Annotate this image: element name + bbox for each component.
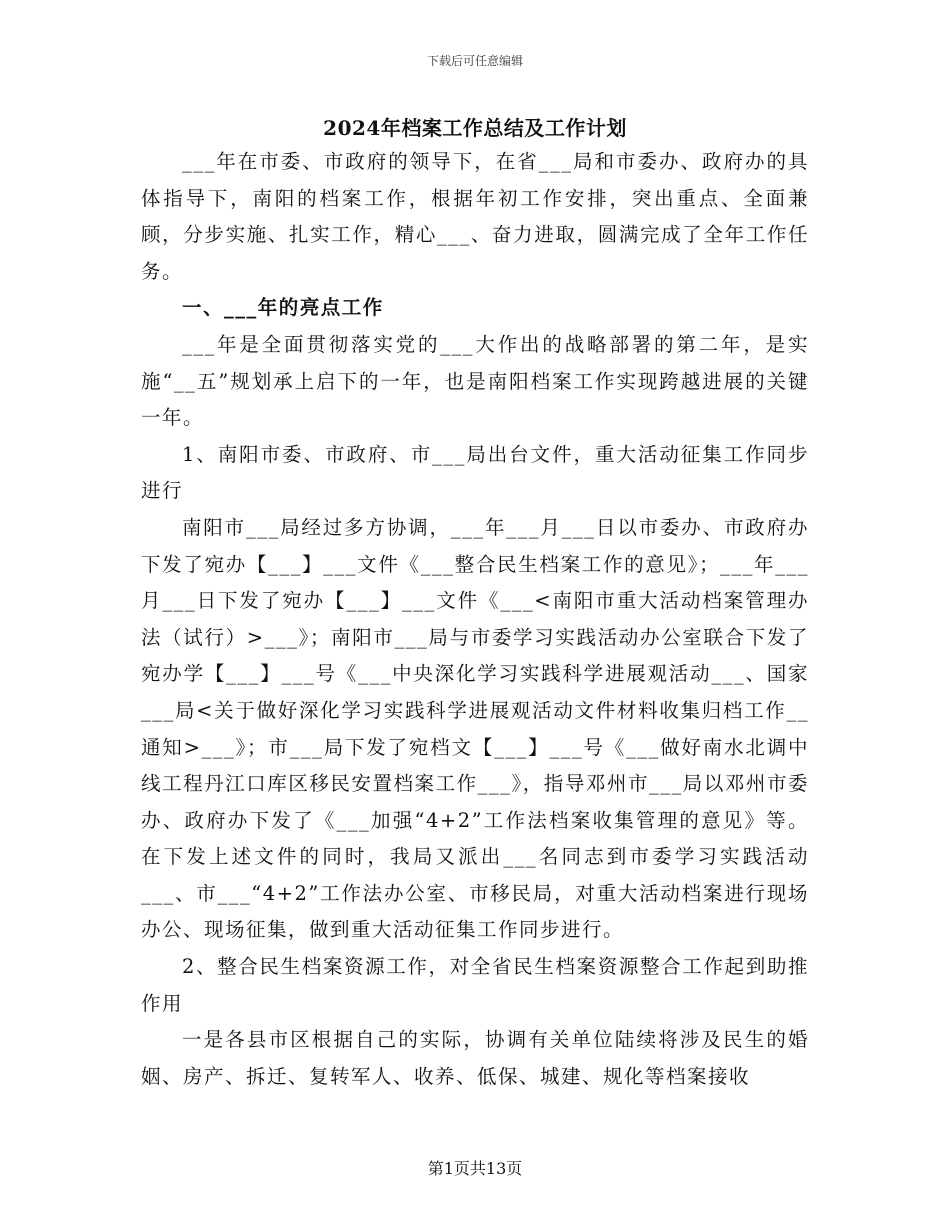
subheading-2: 2、整合民生档案资源工作，对全省民生档案资源整合工作起到助推作用 xyxy=(141,955,809,1015)
intro-paragraph: ___年在市委、市政府的领导下，在省___局和市委办、政府办的具体指导下，南阳的档案工作，根据年初工作安排，突出重点、全面兼顾，分步实施、扎实工作，精心___、奋力进取，圆满完成了全年工作任务。 xyxy=(141,150,809,283)
page-number-footer: 第1页共13页 xyxy=(427,1159,523,1178)
document-title: 2024年档案工作总结及工作计划 xyxy=(323,116,627,140)
document-body xyxy=(141,112,809,1095)
subheading-1: 1、南阳市委、市政府、市___局出台文件，重大活动征集工作同步进行 xyxy=(141,442,809,503)
page-header: 下载后可任意编辑 xyxy=(426,54,523,68)
subheading-2-paragraph: 一是各县市区根据自己的实际，协调有关单位陆续将涉及民生的婚姻、房产、拆迁、复转军人、收养、低保、城建、规化等档案接收 xyxy=(141,1028,809,1088)
section-1-paragraph: ___年是全面贯彻落实党的___大作出的战略部署的第二年，是实施“__五”规划承上启下的一年，也是南阳档案工作实现跨越进展的关键一年。 xyxy=(141,332,809,430)
section-heading-1: 一、___年的亮点工作 xyxy=(181,296,384,320)
subheading-1-paragraph: 南阳市___局经过多方协调，___年___月___日以市委办、市政府办下发了宛办【___】___文件《___整合民生档案工作的意见》；___年___月___日下发了宛办【___】___文件《___<南阳市重大活动档案管理办法（试行）>___》；南阳市___局与市委学习实践活动办公室联合下发了宛办学【___】___号《___中央深化学习实践科学进展观活动___、国家___局<关于做好深化学习实践科学进展观活动文件材料收集归档工作__通知>___》；市___局下发了宛档文【___】___号《___做好南水北调中线工程丹江口库区移民安置档案工作___》，指导邓州市___局以邓州市委办、政府办下发了《___加强“4+2”工作法档案收集管理的意见》等。在下发上述文件的同时，我局又派出___名同志到市委学习实践活动___、市___“4+2”工作法办公室、市移民局，对重大活动档案进行现场办公、现场征集，做到重大活动征集工作同步进行。 xyxy=(141,515,809,942)
